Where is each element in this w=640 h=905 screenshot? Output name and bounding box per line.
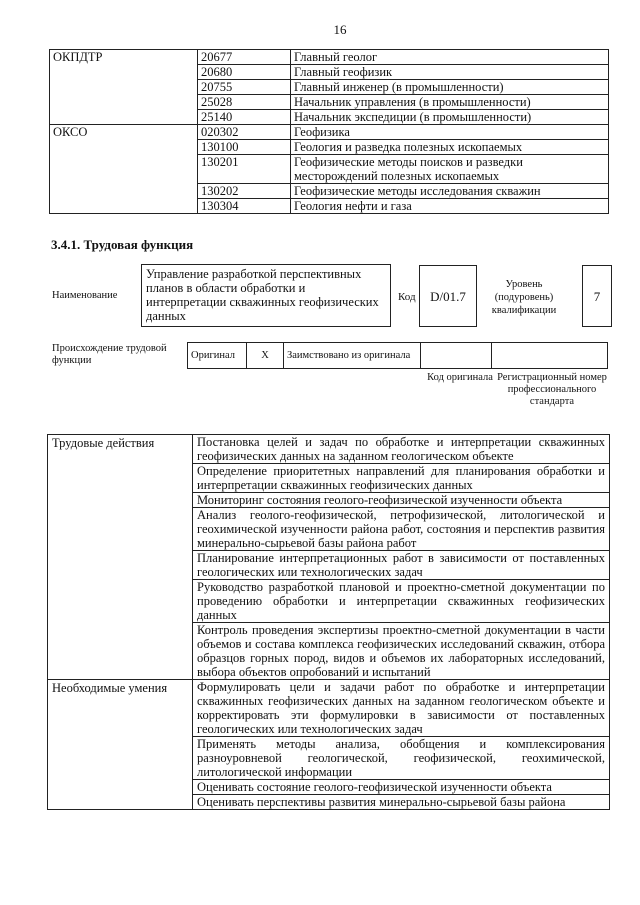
name-cell: Главный геофизик <box>291 65 609 80</box>
code-cell: 130201 <box>198 155 291 184</box>
name-cell: Главный геолог <box>291 50 609 65</box>
labor-actions-label: Трудовые действия <box>48 435 193 680</box>
code-cell: 25028 <box>198 95 291 110</box>
labor-action-item: Руководство разработкой плановой и проектно-сметной документации по проведению обработки и интерпретации скважинных геофизических данных <box>193 580 610 623</box>
table-row <box>48 435 610 464</box>
borrowed-label: Заимствовано из оригинала <box>284 343 421 369</box>
original-code-caption: Код оригинала <box>427 372 493 383</box>
skill-item: Применять методы анализа, обобщения и комплексирования разноуровневой геологической, геофизической, геохимической, литологической информации <box>193 737 610 780</box>
name-cell: Геофизические методы поисков и разведки месторождений полезных ископаемых <box>291 155 609 184</box>
original-code-cell <box>421 343 492 369</box>
qualification-level-label: Уровень (подуровень) квалификации <box>491 279 557 316</box>
origin-label: Происхождение трудовой функции <box>52 343 167 366</box>
name-cell: Начальник управления (в промышленности) <box>291 95 609 110</box>
labor-action-item: Мониторинг состояния геолого-геофизической изученности объекта <box>193 493 610 508</box>
code-cell: 25140 <box>198 110 291 125</box>
section-heading: 3.4.1. Трудовая функция <box>51 237 194 252</box>
function-code: D/01.7 <box>419 265 477 327</box>
code-label: Код <box>398 291 416 303</box>
code-cell: 130100 <box>198 140 291 155</box>
labor-action-item: Планирование интерпретационных работ в зависимости от поставленных геологических или технологических задач <box>193 551 610 580</box>
name-cell: Начальник экспедиции (в промышленности) <box>291 110 609 125</box>
origin-table <box>187 342 608 369</box>
skill-item: Оценивать перспективы развития минерально-сырьевой базы района <box>193 795 610 810</box>
classifier-okso: ОКСО <box>50 125 198 214</box>
page-number: 16 <box>333 22 347 37</box>
code-cell: 20677 <box>198 50 291 65</box>
classifier-okpdtr: ОКПДТР <box>50 50 198 125</box>
registration-number-cell <box>492 343 608 369</box>
labor-action-item: Определение приоритетных направлений для планирования обработки и интерпретации скважинных геофизических данных <box>193 464 610 493</box>
labor-action-item: Постановка целей и задач по обработке и интерпретации скважинных геофизических данных на заданном геологическом объекте <box>193 435 610 464</box>
labor-action-item: Анализ геолого-геофизической, петрофизической, литологической и геохимической изученности района работ, состояния и перспектив развития минерально-сырьевой базы района работ <box>193 508 610 551</box>
original-label: Оригинал <box>188 343 247 369</box>
code-cell: 20755 <box>198 80 291 95</box>
skill-item: Формулировать цели и задачи работ по обработке и интерпретации скважинных геофизических данных на заданном геологическом объекте и корректировать эти формулировки в зависимости от поставленных геологических или технологических задач <box>193 680 610 737</box>
function-details-table <box>47 434 610 810</box>
name-cell: Геофизические методы исследования скважин <box>291 184 609 199</box>
skills-label: Необходимые умения <box>48 680 193 810</box>
function-name: Управление разработкой перспективных планов в области обработки и интерпретации скважинных геофизических данных <box>141 264 391 327</box>
labor-action-item: Контроль проведения экспертизы проектно-сметной документации в части объемов и состава комплекса геофизических исследований скважин, отбора образцов горных пород, видов и объемов их лабораторных исследований, выбора объектов опробований и испытаний <box>193 623 610 680</box>
original-mark: X <box>247 343 284 369</box>
classification-codes-table <box>49 49 609 214</box>
code-cell: 130202 <box>198 184 291 199</box>
qualification-level: 7 <box>582 265 612 327</box>
table-row <box>50 125 609 140</box>
table-row <box>50 50 609 65</box>
registration-number-caption: Регистрационный номер профессионального стандарта <box>497 372 607 407</box>
name-cell: Главный инженер (в промышленности) <box>291 80 609 95</box>
skill-item: Оценивать состояние геолого-геофизической изученности объекта <box>193 780 610 795</box>
table-row <box>48 680 610 737</box>
name-cell: Геология нефти и газа <box>291 199 609 214</box>
code-cell: 20680 <box>198 65 291 80</box>
name-cell: Геология и разведка полезных ископаемых <box>291 140 609 155</box>
name-label: Наименование <box>52 290 118 301</box>
name-cell: Геофизика <box>291 125 609 140</box>
code-cell: 130304 <box>198 199 291 214</box>
code-cell: 020302 <box>198 125 291 140</box>
